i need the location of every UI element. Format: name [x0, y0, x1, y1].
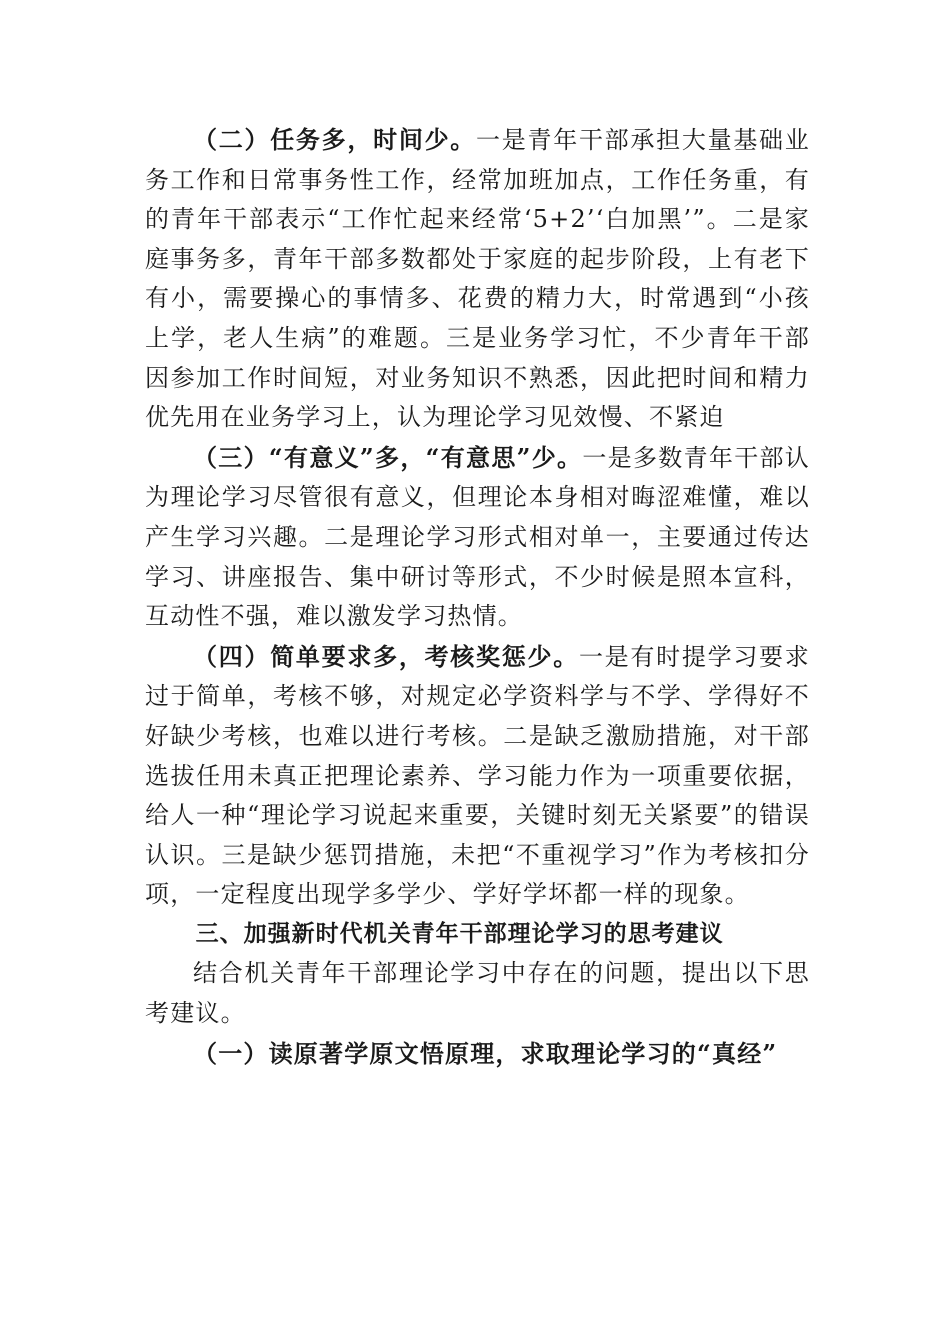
part-3-heading: 三、加强新时代机关青年干部理论学习的思考建议: [195, 920, 724, 947]
section-2-body: 一是青年干部承担大量基础业务工作和日常事务性工作，经常加班加点，工作任务重，有的青年干部表示“工作忙起来经常‘5+2’‘白加黑’”。二是家庭事务多，青年干部多数都处于家庭的起步阶段，上有老下有小，需要操心的事情多、花费的精力大，时常遇到“小孩上学，老人生病”的难题。三是业务学习忙，不少青年干部因参加工作时间短，对业务知识不熟悉，因此把时间和精力优先用在业务学习上，认为理论学习见效慢、不紧迫: [145, 126, 810, 432]
paragraph-section-2: [145, 120, 810, 438]
paragraph-section-4: [145, 637, 810, 915]
part-3-subheading-1: （一）读原著学原文悟原理，求取理论学习的“真经”: [193, 1038, 778, 1068]
section-3-title: （三）“有意义”多，“有意思”少。: [193, 442, 583, 472]
section-4-body: 一是有时提学习要求过于简单，考核不够，对规定必学资料学与不学、学得好不好缺少考核，也难以进行考核。二是缺乏激励措施，对干部选拔任用未真正把理论素养、学习能力作为一项重要依据，给人一种“理论学习说起来重要，关键时刻无关紧要”的错误认识。三是缺少惩罚措施，未把“不重视学习”作为考核扣分项，一定程度出现学多学少、学好学坏都一样的现象。: [145, 642, 810, 909]
section-2-title: （二）任务多，时间少。: [193, 125, 477, 154]
section-4-title: （四）简单要求多，考核奖惩少。: [193, 641, 579, 671]
paragraph-section-3: [145, 438, 810, 637]
part-3-intro: 结合机关青年干部理论学习中存在的问题，提出以下思考建议。: [145, 959, 810, 1028]
document-body: [145, 120, 810, 1073]
section-3-body: 一是多数青年干部认为理论学习尽管很有意义，但理论本身相对晦涩难懂，难以产生学习兴趣。二是理论学习形式相对单一，主要通过传达学习、讲座报告、集中研讨等形式，不少时候是照本宣科，互动性不强，难以激发学习热情。: [145, 443, 810, 631]
